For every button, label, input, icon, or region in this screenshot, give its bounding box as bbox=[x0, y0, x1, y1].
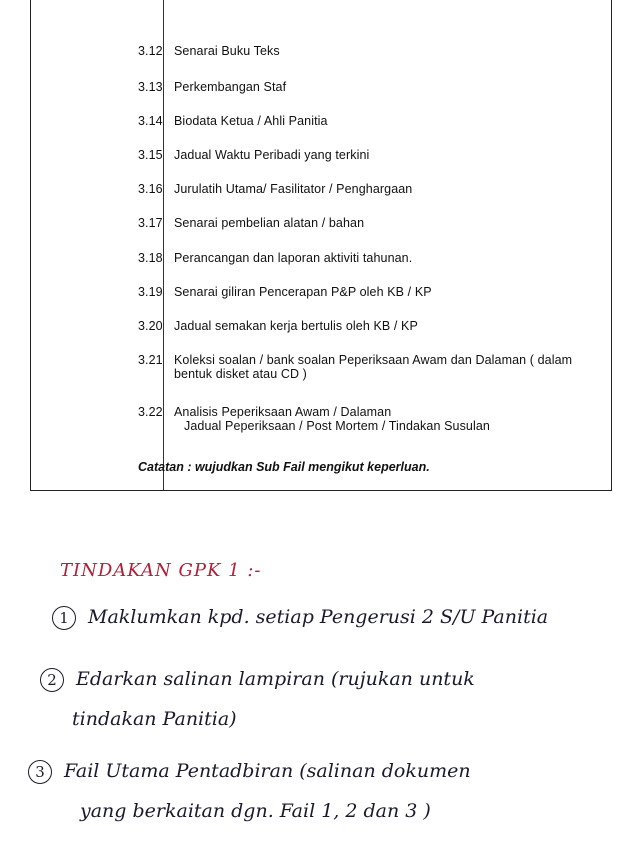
handwritten-text: Maklumkan kpd. setiap Pengerusi 2 S/U Panitia bbox=[88, 606, 549, 628]
list-item bbox=[138, 285, 432, 299]
item-text-continuation: bentuk disket atau CD ) bbox=[174, 367, 307, 381]
item-number: 3.18 bbox=[138, 251, 163, 265]
handwritten-text: Fail Utama Pentadbiran (salinan dokumen bbox=[64, 760, 471, 782]
item-number: 3.22 bbox=[138, 405, 163, 419]
item-number: 3.14 bbox=[138, 114, 163, 128]
item-text: Biodata Ketua / Ahli Panitia bbox=[174, 114, 328, 128]
circled-number: 2 bbox=[40, 668, 64, 692]
item-text: Perkembangan Staf bbox=[174, 80, 287, 94]
item-text: Senarai giliran Pencerapan P&P oleh KB / KP bbox=[174, 285, 432, 299]
item-number: 3.21 bbox=[138, 353, 163, 367]
list-item bbox=[138, 405, 490, 433]
handwritten-point bbox=[28, 760, 471, 784]
handwritten-point bbox=[52, 606, 548, 630]
list-item bbox=[138, 216, 364, 230]
list-item bbox=[138, 44, 280, 58]
item-number: 3.13 bbox=[138, 80, 163, 94]
circled-number: 3 bbox=[28, 760, 52, 784]
list-item bbox=[138, 251, 412, 265]
item-text: Senarai Buku Teks bbox=[174, 44, 280, 58]
handwritten-point bbox=[40, 668, 475, 692]
item-text-continuation: Jadual Peperiksaan / Post Mortem / Tindakan Susulan bbox=[184, 419, 490, 433]
item-text: Senarai pembelian alatan / bahan bbox=[174, 216, 365, 230]
item-text: Perancangan dan laporan aktiviti tahunan. bbox=[174, 251, 413, 265]
list-item bbox=[138, 114, 328, 128]
handwritten-title: TINDAKAN GPK 1 :- bbox=[60, 560, 262, 581]
list-item bbox=[138, 319, 418, 333]
item-number: 3.12 bbox=[138, 44, 163, 58]
list-item bbox=[138, 182, 412, 196]
item-number: 3.19 bbox=[138, 285, 163, 299]
item-number: 3.15 bbox=[138, 148, 163, 162]
item-number: 3.20 bbox=[138, 319, 163, 333]
list-item bbox=[138, 353, 572, 381]
list-item bbox=[138, 80, 286, 94]
item-text: Jadual Waktu Peribadi yang terkini bbox=[174, 148, 370, 162]
note-text: Catatan : wujudkan Sub Fail mengikut keperluan. bbox=[138, 460, 430, 474]
handwritten-text-continuation: tindakan Panitia) bbox=[72, 708, 237, 730]
circled-number: 1 bbox=[52, 606, 76, 630]
item-number: 3.16 bbox=[138, 182, 163, 196]
handwritten-text-continuation: yang berkaitan dgn. Fail 1, 2 dan 3 ) bbox=[80, 800, 431, 822]
item-number: 3.17 bbox=[138, 216, 163, 230]
item-text: Jurulatih Utama/ Fasilitator / Penghargaan bbox=[174, 182, 413, 196]
list-item bbox=[138, 148, 369, 162]
handwritten-text: Edarkan salinan lampiran (rujukan untuk bbox=[76, 668, 475, 690]
item-text: Jadual semakan kerja bertulis oleh KB / KP bbox=[174, 319, 418, 333]
item-text: Koleksi soalan / bank soalan Peperiksaan Awam dan Dalaman ( dalam bbox=[174, 353, 573, 367]
item-text: Analisis Peperiksaan Awam / Dalaman bbox=[174, 405, 392, 419]
